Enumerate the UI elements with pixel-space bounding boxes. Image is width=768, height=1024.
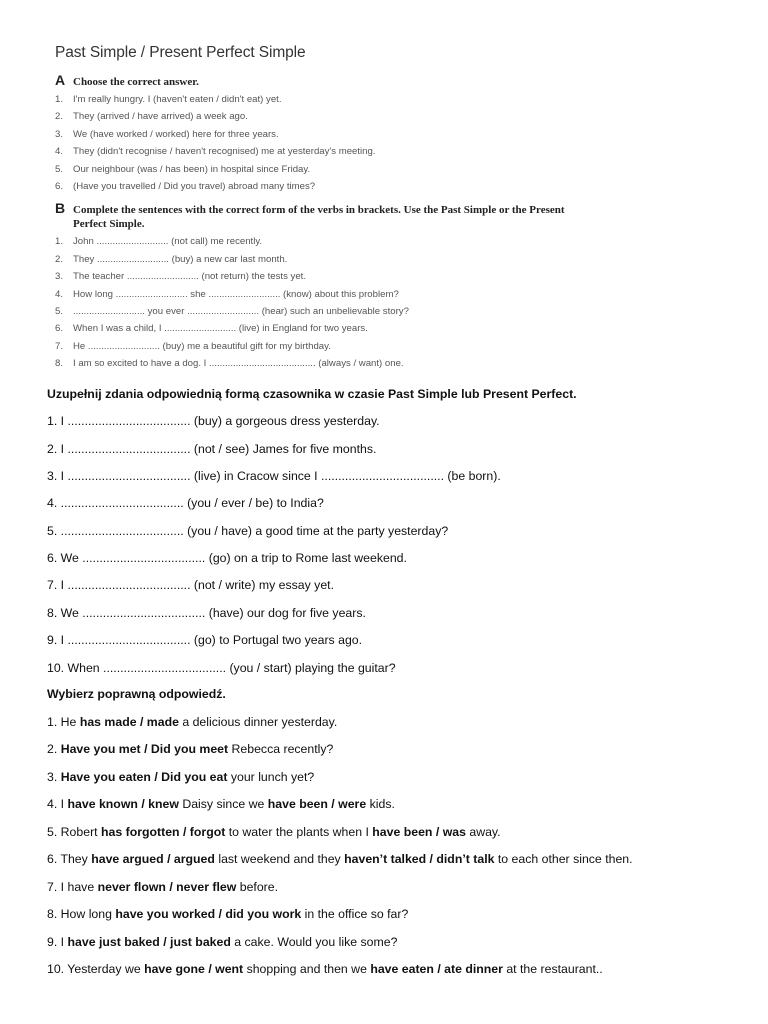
section-a-item-text: I'm really hungry. I (haven't eaten / didn't eat) yet. — [73, 94, 282, 105]
section-b-instruction: Complete the sentences with the correct form of the verbs in brackets. Use the Past Simple or the Present Perfect Simple. — [73, 204, 565, 231]
section-a-item — [55, 161, 655, 178]
section-a-item-number: 5. — [55, 163, 64, 175]
section-c-heading: Uzupełnij zdania odpowiednią formą czasownika w czasie Past Simple lub Present Perfect. — [47, 387, 577, 401]
section-b-item-text: When I was a child, I ........................... (live) in England for two years. — [73, 323, 368, 335]
section-c-sentence: 3. I .................................... (live) in Cracow since I .................................... (be born). — [47, 469, 501, 483]
section-b-item-number: 8. — [55, 358, 64, 370]
answer-options: have been / was — [372, 825, 466, 839]
sentence-text: 2. — [47, 742, 61, 756]
section-a-letter: A — [55, 72, 66, 88]
section-c-sentence: 1. I .................................... (buy) a gorgeous dress yesterday. — [47, 414, 380, 428]
sentence-text: shopping and then we — [243, 962, 371, 976]
answer-options: has made / made — [79, 715, 179, 729]
section-d-sentence — [47, 825, 501, 839]
section-c-sentence: 7. I .................................... (not / write) my essay yet. — [47, 578, 334, 592]
section-b-item — [55, 338, 655, 355]
section-b-item-number: 6. — [55, 323, 64, 335]
section-b-letter: B — [55, 200, 66, 217]
sentence-text: in the office so far? — [301, 907, 409, 921]
answer-options: have known / knew — [67, 797, 179, 811]
section-b-item-text: John ........................... (not call) me recently. — [73, 236, 263, 248]
answer-options: Have you eaten / Did you eat — [60, 770, 228, 784]
worksheet-title: Past Simple / Present Perfect Simple — [55, 44, 306, 61]
section-c-sentence: 5. .................................... (you / have) a good time at the party yesterday? — [47, 524, 449, 538]
answer-options: have gone / went — [144, 962, 244, 976]
section-b-item-number: 5. — [55, 306, 64, 318]
section-a-item-text: We (have worked / worked) here for three years. — [73, 128, 279, 140]
sentence-text: to each other since then. — [494, 852, 633, 866]
section-b-item-text: I am so excited to have a dog. I ........................................ (always / want) one. — [73, 358, 404, 370]
section-d-sentence — [47, 770, 314, 784]
section-a-item — [55, 143, 655, 160]
section-b-item-number: 4. — [55, 288, 64, 300]
section-d-heading: Wybierz poprawną odpowiedź. — [47, 687, 226, 701]
sentence-text: Rebecca recently? — [228, 742, 334, 756]
section-d-sentence — [47, 935, 397, 949]
section-b-header — [55, 200, 655, 231]
answer-options: have just baked / just baked — [67, 935, 231, 949]
section-d-sentence — [47, 797, 395, 811]
answer-options: have been / were — [267, 797, 367, 811]
section-b-item — [55, 286, 655, 303]
sentence-text: before. — [236, 880, 279, 894]
scanned-exercise — [55, 44, 655, 373]
section-c-sentence: 4. .................................... (you / ever / be) to India? — [47, 496, 324, 510]
section-a-item-number: 2. — [55, 111, 64, 123]
sentence-text: a cake. Would you like some? — [230, 935, 398, 949]
section-c-sentence: 6. We .................................... (go) on a trip to Rome last weekend. — [47, 551, 407, 565]
sentence-text: 7. I have — [47, 880, 98, 894]
section-b-item-text: He ........................... (buy) me a beautiful gift for my birthday. — [73, 340, 331, 352]
sentence-text: to water the plants when I — [225, 825, 373, 839]
section-d-sentence — [47, 852, 633, 866]
section-d-sentence — [47, 715, 337, 729]
section-b-item — [55, 233, 655, 250]
section-a-item-number: 3. — [55, 128, 64, 140]
section-c-sentence: 8. We .................................... (have) our dog for five years. — [47, 606, 366, 620]
section-a-item-number: 4. — [55, 146, 64, 158]
answer-options: never flown / never flew — [97, 880, 237, 894]
section-b-item-number: 3. — [55, 271, 64, 283]
section-a-item-number: 1. — [55, 94, 64, 105]
sentence-text: kids. — [366, 797, 395, 811]
section-a-item-number: 6. — [55, 181, 64, 193]
section-c-sentence: 9. I .................................... (go) to Portugal two years ago. — [47, 633, 363, 647]
section-a-item — [55, 178, 655, 195]
section-b-list — [55, 233, 655, 372]
section-b-item — [55, 355, 655, 372]
section-b-item — [55, 320, 655, 337]
section-a-header — [55, 72, 655, 89]
sentence-text: 3. — [47, 770, 61, 784]
sentence-text: a delicious dinner yesterday. — [178, 715, 338, 729]
sentence-text: Daisy since we — [178, 797, 268, 811]
sentence-text: last weekend and they — [214, 852, 345, 866]
section-b-item — [55, 268, 655, 285]
sentence-text: 1. He — [47, 715, 80, 729]
sentence-text: your lunch yet? — [227, 770, 315, 784]
section-a-item-text: They (arrived / have arrived) a week ago. — [73, 111, 248, 123]
section-b-item-text: They ........................... (buy) a new car last month. — [73, 253, 288, 265]
sentence-text: 9. I — [47, 935, 68, 949]
section-b-item-number: 7. — [55, 340, 64, 352]
answer-options: have you worked / did you work — [115, 907, 302, 921]
section-d-sentence — [47, 962, 603, 976]
section-a-item — [55, 126, 655, 143]
sentence-text: 8. How long — [47, 907, 116, 921]
sentence-text: at the restaurant.. — [502, 962, 603, 976]
sentence-text: 10. Yesterday we — [47, 962, 145, 976]
section-a-item — [55, 108, 655, 125]
answer-options: Have you met / Did you meet — [60, 742, 229, 756]
sentence-text: 4. I — [47, 797, 68, 811]
section-b-item-text: ........................... you ever ........................... (hear) such an unbelievable story? — [73, 306, 409, 318]
section-a-list — [55, 91, 655, 195]
section-b-item — [55, 303, 655, 320]
answer-options: haven’t talked / didn’t talk — [344, 852, 495, 866]
section-b-item — [55, 251, 655, 268]
section-b-item-text: How long ........................... she ........................... (know) about this problem? — [73, 288, 399, 300]
sentence-text: away. — [465, 825, 501, 839]
answer-options: has forgotten / forgot — [101, 825, 226, 839]
section-d-sentence — [47, 742, 333, 756]
section-b-item-text: The teacher ........................... (not return) the tests yet. — [73, 271, 307, 283]
section-a-item — [55, 91, 655, 108]
section-a-item-text: Our neighbour (was / has been) in hospital since Friday. — [73, 163, 311, 175]
answer-options: have eaten / ate dinner — [370, 962, 503, 976]
section-c-sentence: 10. When .................................... (you / start) playing the guitar? — [47, 661, 396, 675]
section-b-item-number: 2. — [55, 253, 64, 265]
section-d-sentence — [47, 907, 408, 921]
section-c-sentence: 2. I .................................... (not / see) James for five months. — [47, 442, 377, 456]
section-a-instruction: Choose the correct answer. — [73, 76, 199, 88]
section-b-item-number: 1. — [55, 236, 64, 248]
section-a-item-text: They (didn't recognise / haven't recognised) me at yesterday's meeting. — [73, 146, 376, 158]
answer-options: have argued / argued — [91, 852, 215, 866]
section-d-sentence — [47, 880, 278, 894]
sentence-text: 5. Robert — [47, 825, 101, 839]
sentence-text: 6. They — [47, 852, 92, 866]
section-a-item-text: (Have you travelled / Did you travel) abroad many times? — [73, 181, 316, 193]
